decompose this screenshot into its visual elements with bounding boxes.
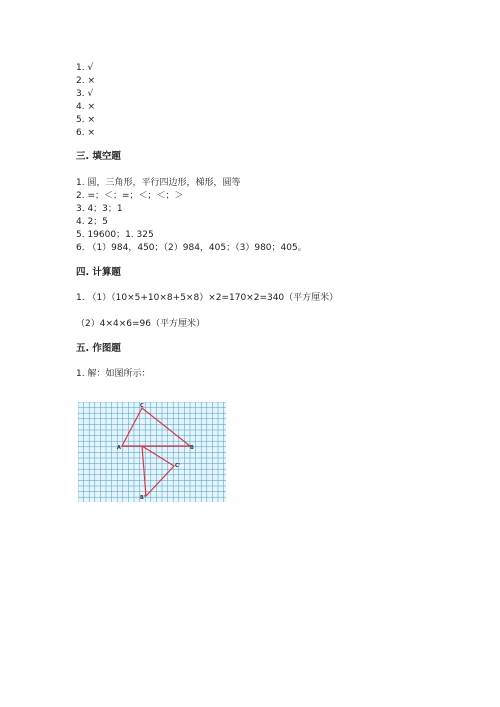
point-label-c-prime: C' <box>175 463 181 469</box>
judgement-answer-4: 4. × <box>76 102 95 112</box>
section-heading-fill-blank: 三. 填空题 <box>76 151 121 162</box>
judgement-answer-6: 6. × <box>76 128 95 138</box>
point-label-b-prime: B' <box>140 495 146 501</box>
point-label-c: C <box>140 403 144 409</box>
judgement-answer-1: 1. √ <box>76 63 94 73</box>
fill-blank-answer-5: 5. 19600；1. 325 <box>76 230 154 240</box>
fill-blank-answer-4: 4. 2；5 <box>76 217 108 227</box>
calculation-answer-2: （2）4×4×6=96（平方厘米） <box>76 319 205 329</box>
fill-blank-answer-1: 1. 圆，三角形，平行四边形，梯形，圆等 <box>76 178 241 188</box>
fill-blank-answer-2: 2. =；＜；=；＜；＜；＞ <box>76 191 184 201</box>
point-label-b: B <box>190 445 194 451</box>
section-heading-calculation: 四. 计算题 <box>76 267 121 278</box>
fill-blank-answer-6: 6. （1）984，450；（2）984，405；（3）980；405。 <box>76 243 307 253</box>
judgement-answer-5: 5. × <box>76 115 95 125</box>
drawing-answer-1: 1. 解：如图所示： <box>76 369 151 379</box>
judgement-answer-2: 2. × <box>76 76 95 86</box>
grid-figure <box>78 402 226 502</box>
calculation-answer-1: 1. （1）（10×5+10×8+5×8）×2=170×2=340（平方厘米） <box>76 293 339 303</box>
judgement-answer-3: 3. √ <box>76 89 94 99</box>
point-label-a: A <box>117 445 121 451</box>
grid-figure-svg <box>78 402 226 502</box>
fill-blank-answer-3: 3. 4；3；1 <box>76 204 123 214</box>
section-heading-drawing: 五. 作图题 <box>76 343 121 354</box>
